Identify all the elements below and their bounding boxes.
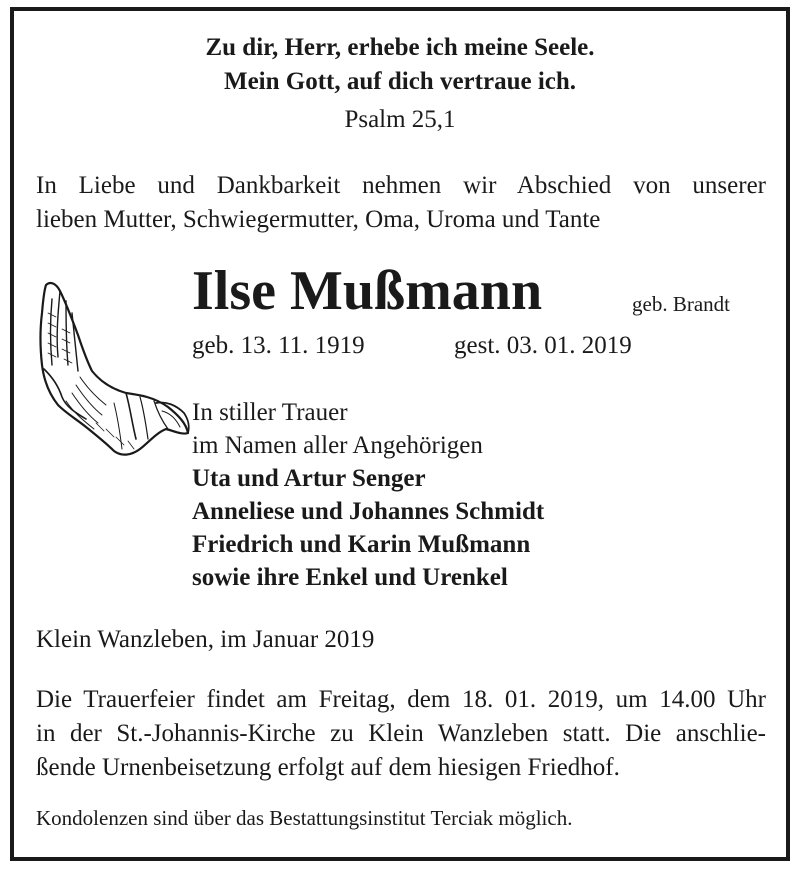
deceased-name: Ilse Mußmann [192,260,543,322]
death-date: gest. 03. 01. 2019 [454,332,632,359]
mourner-name: Anneliese und Johannes Schmidt [192,498,545,525]
obituary-frame [10,7,790,861]
verse-line-1: Zu dir, Herr, erhebe ich meine Seele. [205,34,595,61]
mourning-line-2: im Namen aller Angehörigen [192,432,483,459]
intro-line-1: In Liebe und Dankbarkeit nehmen wir Abschied von unserer [36,172,766,199]
place-date: Klein Wanzleben, im Januar 2019 [36,626,375,653]
verse-source: Psalm 25,1 [344,106,456,133]
mourning-line-1: In stiller Trauer [192,399,348,426]
service-line-3: ßende Urnenbeisetzung erfolgt auf dem hiesigen Friedhof. [36,754,620,781]
mourner-name: sowie ihre Enkel und Urenkel [192,564,508,591]
mourner-name: Friedrich und Karin Mußmann [192,531,531,558]
condolence-note: Kondolenzen sind über das Bestattungsinstitut Terciak möglich. [36,806,573,830]
service-line-1: Die Trauerfeier findet am Freitag, dem 18. 01. 2019, um 14.00 Uhr [36,686,766,713]
maiden-name: geb. Brandt [632,292,730,316]
birth-date: geb. 13. 11. 1919 [192,332,365,359]
service-line-2: in der St.-Johannis-Kirche zu Klein Wanzleben statt. Die anschlie- [36,720,766,747]
intro-line-2: lieben Mutter, Schwiegermutter, Oma, Uroma und Tante [36,206,601,233]
mourner-name: Uta und Artur Senger [192,465,426,492]
praying-hands-icon [36,273,194,461]
verse-line-2: Mein Gott, auf dich vertraue ich. [223,68,577,95]
